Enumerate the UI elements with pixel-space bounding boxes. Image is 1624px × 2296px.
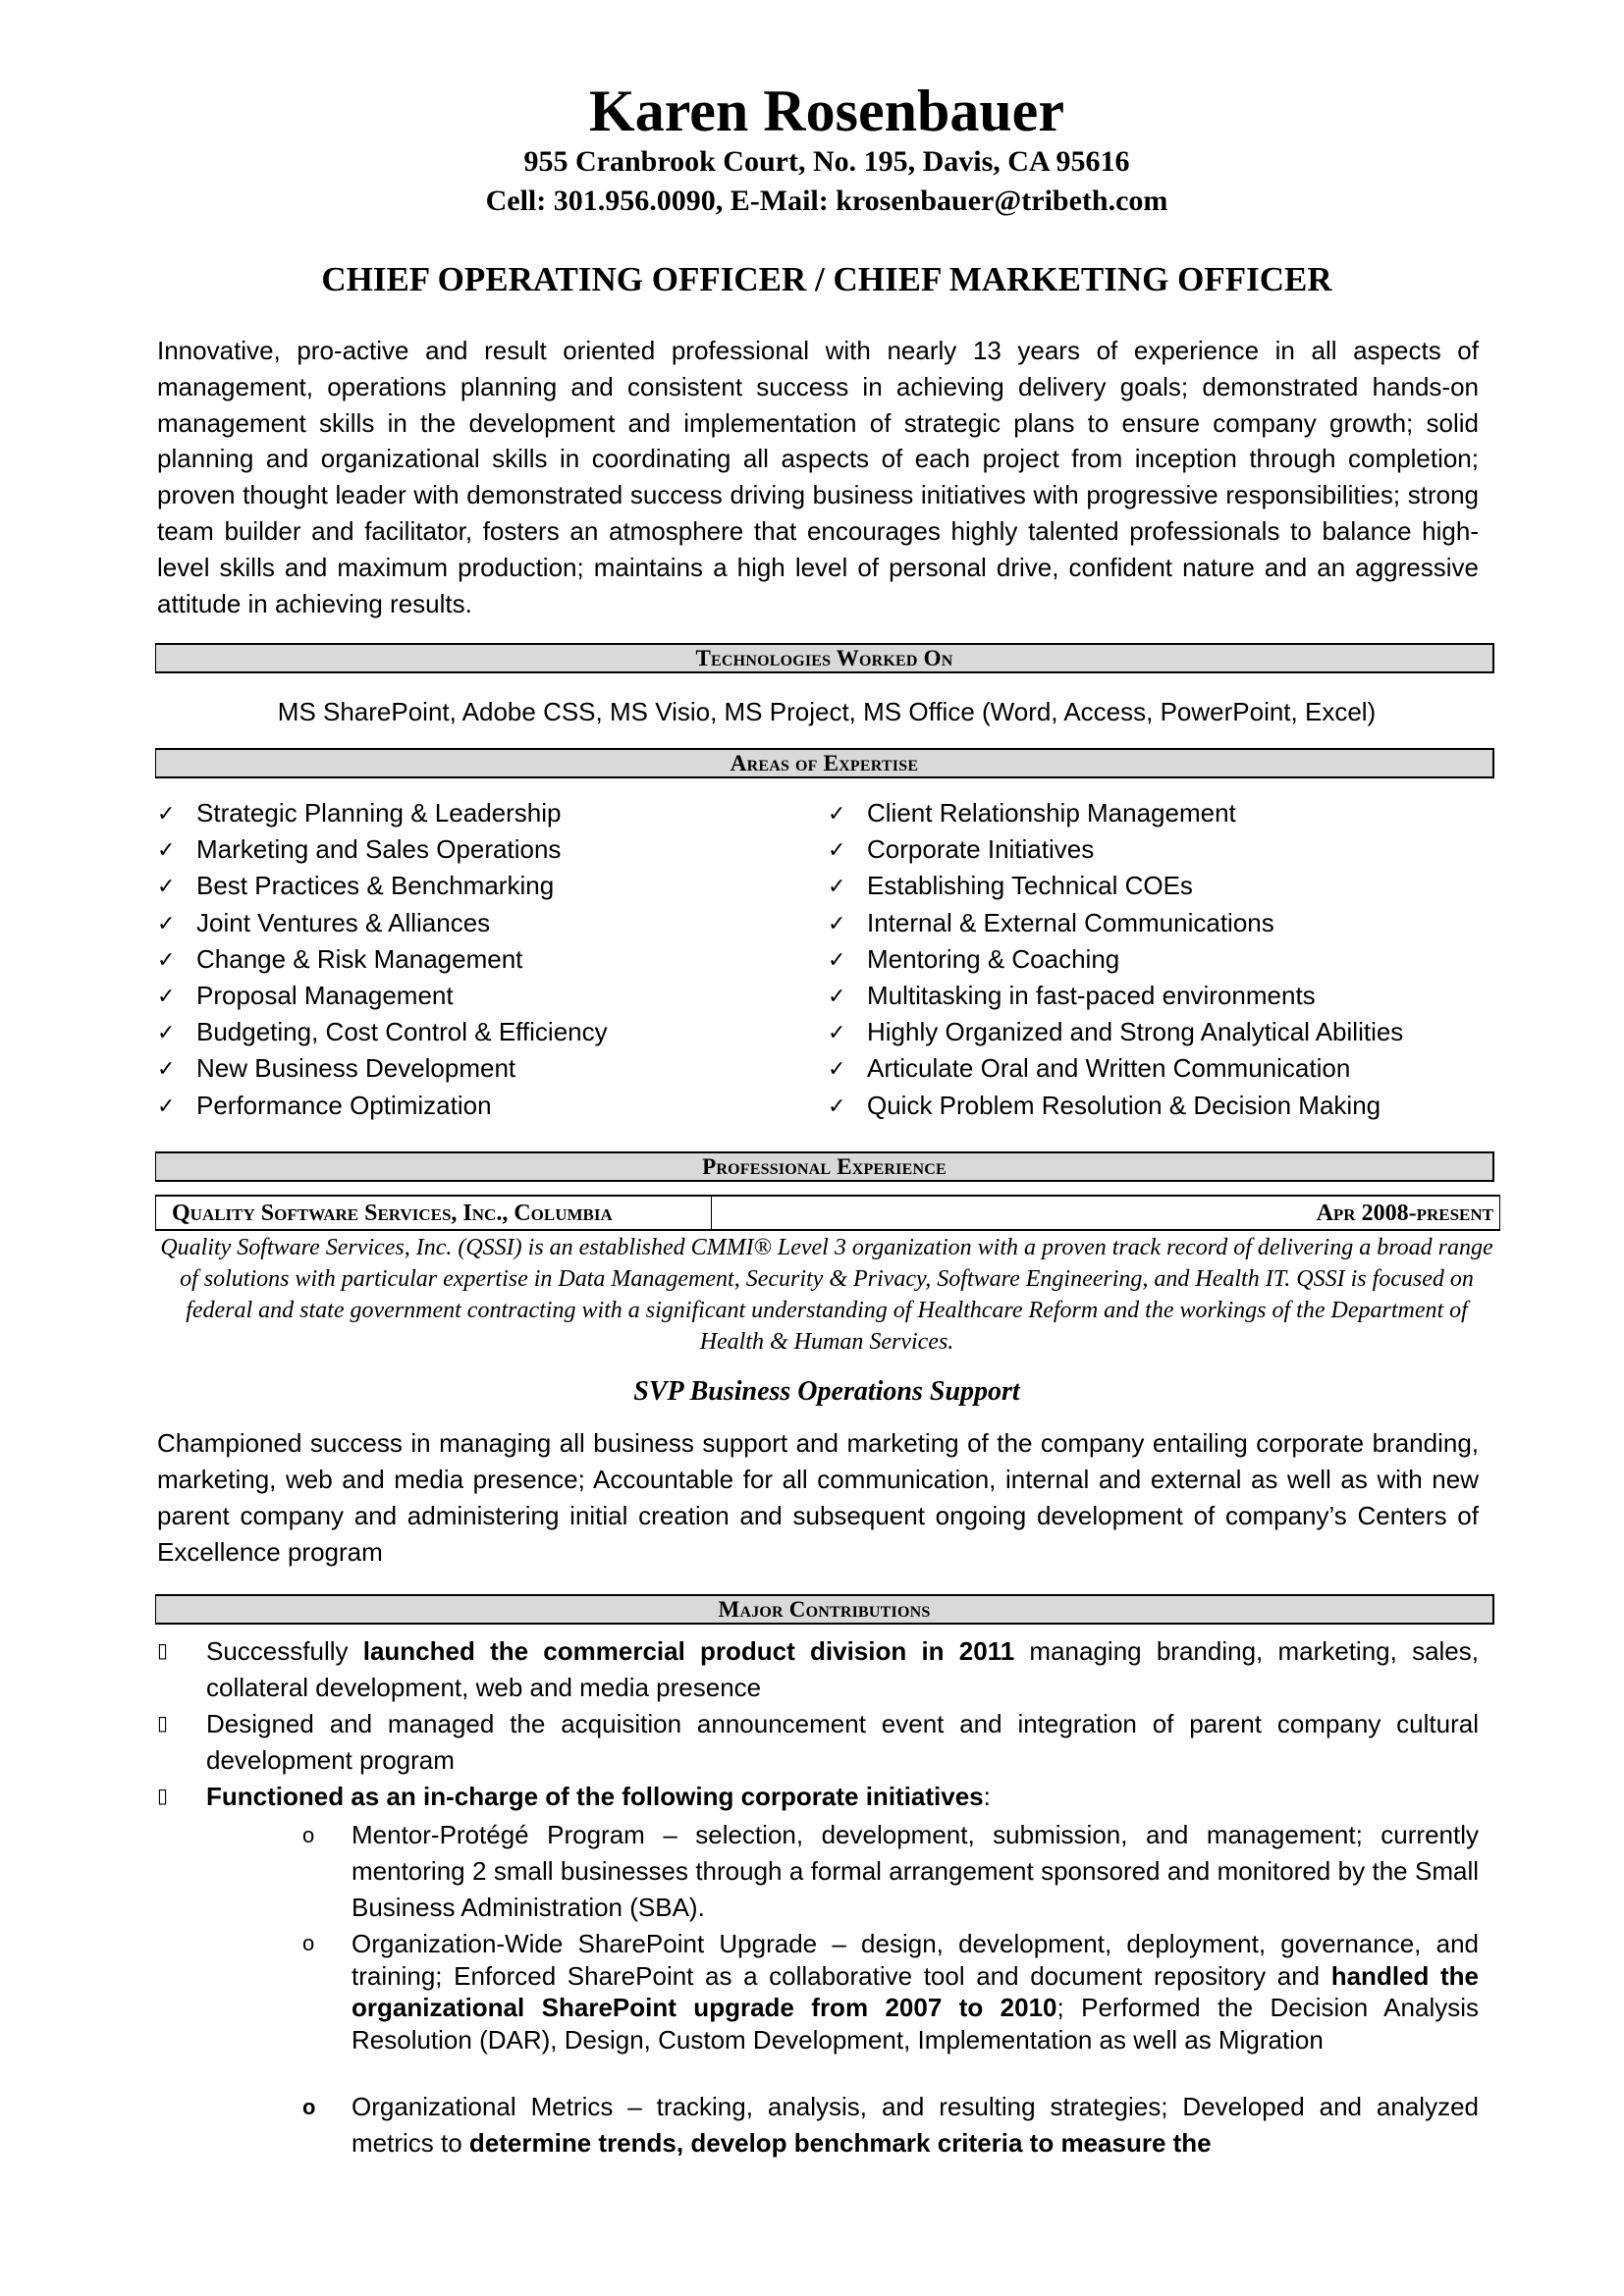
column-divider [711,1197,712,1229]
section-title: Major Contributions [718,1597,931,1622]
address: 955 Cranbrook Court, No. 195, Davis, CA 95616 [523,145,1130,178]
job-header-row [155,1195,1500,1231]
professional-summary: Innovative, pro-active and result oriented professional with nearly 13 years of experience in all aspects of management, operations planning and consistent success in achieving delivery goals; demonstrated hands-on management skills in the development and implementation of strategic plans to ensure company growth; solid planning and organizational skills in coordinating all aspects of each project from inception through completion; proven thought leader with demonstrated success driving business initiatives with progressive responsibilities; strong team builder and facilitator, fosters an atmosphere that encourages highly talented professionals to balance high-level skills and maximum production; maintains a high level of personal drive, confident nature and an aggressive attitude in achieving results. [157,336,1479,618]
sub-bullet-icon: o [302,1823,315,1847]
contribution-item: ▯ Successfully launched the commercial product division in 2011 managing branding, marketing, sales, collateral development, web and media presence [157,1633,1479,1706]
list-item: ✓ Articulate Oral and Written Communication [828,1050,1495,1087]
section-header-experience [155,1151,1494,1182]
section-title: Technologies Worked On [695,646,953,670]
section-title: Areas of Expertise [730,751,919,775]
check-icon: ✓ [828,837,846,863]
check-icon: ✓ [828,910,846,935]
list-item: ✓ Internal & External Communications [828,905,1495,941]
job-title-heading: CHIEF OPERATING OFFICER / CHIEF MARKETING OFFICER [321,260,1332,298]
list-item: ✓ Mentoring & Coaching [828,941,1495,978]
role-title: SVP Business Operations Support [633,1376,1020,1407]
check-icon: ✓ [157,801,176,826]
check-icon: ✓ [157,1020,176,1045]
sub-contribution-item: o Organizational Metrics – tracking, analysis, and resulting strategies; Developed and analyzed metrics to determine trends, develop benchmark criteria to measure the [302,2089,1479,2162]
section-header-expertise [155,748,1494,778]
contribution-item: ▯ Designed and managed the acquisition announcement event and integration of parent company cultural development program [157,1706,1479,1779]
expertise-column-left [157,795,825,1124]
check-icon: ✓ [157,837,176,863]
check-icon: ✓ [157,910,176,935]
candidate-name: Karen Rosenbauer [589,79,1064,143]
bullet-icon: ▯ [157,1713,169,1735]
list-item: ✓ Budgeting, Cost Control & Efficiency [157,1014,825,1050]
sub-bullet-icon: o [302,2095,316,2119]
bullet-icon: ▯ [157,1640,169,1662]
section-header-technologies [155,643,1494,673]
check-icon: ✓ [828,1020,846,1045]
list-item: ✓ Best Practices & Benchmarking [157,868,825,904]
sub-contribution-item: o Organization-Wide SharePoint Upgrade – design, development, deployment, governance, and training; Enforced SharePoint as a collaborative tool and document repository and handled the organizational SharePoint upgrade from 2007 to 2010; Performed the Decision Analysis Resolution (DAR), Design, Custom Development, Implementation as well as Migration [302,1929,1479,2055]
sub-bullet-icon: o [302,1931,315,1955]
list-item: ✓ Highly Organized and Strong Analytical Abilities [828,1014,1495,1050]
check-icon: ✓ [828,946,846,972]
list-item: ✓ Change & Risk Management [157,941,825,978]
list-item: ✓ Proposal Management [157,978,825,1014]
check-icon: ✓ [157,946,176,972]
employment-dates: Apr 2008-present [1316,1201,1493,1226]
sub-contribution-item: o Mentor-Protégé Program – selection, development, submission, and management; currently mentoring 2 small businesses through a formal arrangement sponsored and monitored by the Small Business Administration (SBA). [302,1817,1479,1926]
check-icon: ✓ [157,983,176,1008]
list-item: ✓ Quick Problem Resolution & Decision Making [828,1088,1495,1124]
list-item: ✓ Performance Optimization [157,1088,825,1124]
company-description: Quality Software Services, Inc. (QSSI) is an established CMMI® Level 3 organization with a proven track record of delivering a broad range of solutions with particular expertise in Data Management, Security & Privacy, Software Engineering, and Health IT. QSSI is focused on federal and state government contracting with a significant understanding of Healthcare Reform and the workings of the Department of Health & Human Services. [160,1235,1493,1355]
check-icon: ✓ [828,874,846,899]
company-name: Quality Software Services, Inc., Columbia [172,1201,613,1226]
check-icon: ✓ [157,874,176,899]
bullet-icon: ▯ [157,1786,169,1807]
list-item: ✓ Client Relationship Management [828,795,1495,831]
check-icon: ✓ [157,1056,176,1082]
check-icon: ✓ [828,801,846,826]
expertise-column-right [828,795,1495,1124]
list-item: ✓ Establishing Technical COEs [828,868,1495,904]
technologies-list: MS SharePoint, Adobe CSS, MS Visio, MS Project, MS Office (Word, Access, PowerPoint, Excel) [277,697,1377,726]
check-icon: ✓ [157,1093,176,1118]
check-icon: ✓ [828,983,846,1008]
check-icon: ✓ [828,1093,846,1118]
list-item: ✓ Marketing and Sales Operations [157,831,825,868]
contribution-item: ▯ Functioned as an in-charge of the following corporate initiatives: [157,1779,1479,1815]
section-title: Professional Experience [702,1154,947,1179]
list-item: ✓ Joint Ventures & Alliances [157,905,825,941]
list-item: ✓ Multitasking in fast-paced environments [828,978,1495,1014]
check-icon: ✓ [828,1056,846,1082]
list-item: ✓ New Business Development [157,1050,825,1087]
list-item: ✓ Strategic Planning & Leadership [157,795,825,831]
role-description: Championed success in managing all business support and marketing of the company entailing corporate branding, marketing, web and media presence; Accountable for all communication, internal and external as well as with new parent company and administering initial creation and subsequent ongoing development of company’s Centers of Excellence program [157,1428,1479,1567]
section-header-contributions [155,1594,1494,1625]
contact-info: Cell: 301.956.0090, E-Mail: krosenbauer@tribeth.com [485,185,1168,217]
list-item: ✓ Corporate Initiatives [828,831,1495,868]
